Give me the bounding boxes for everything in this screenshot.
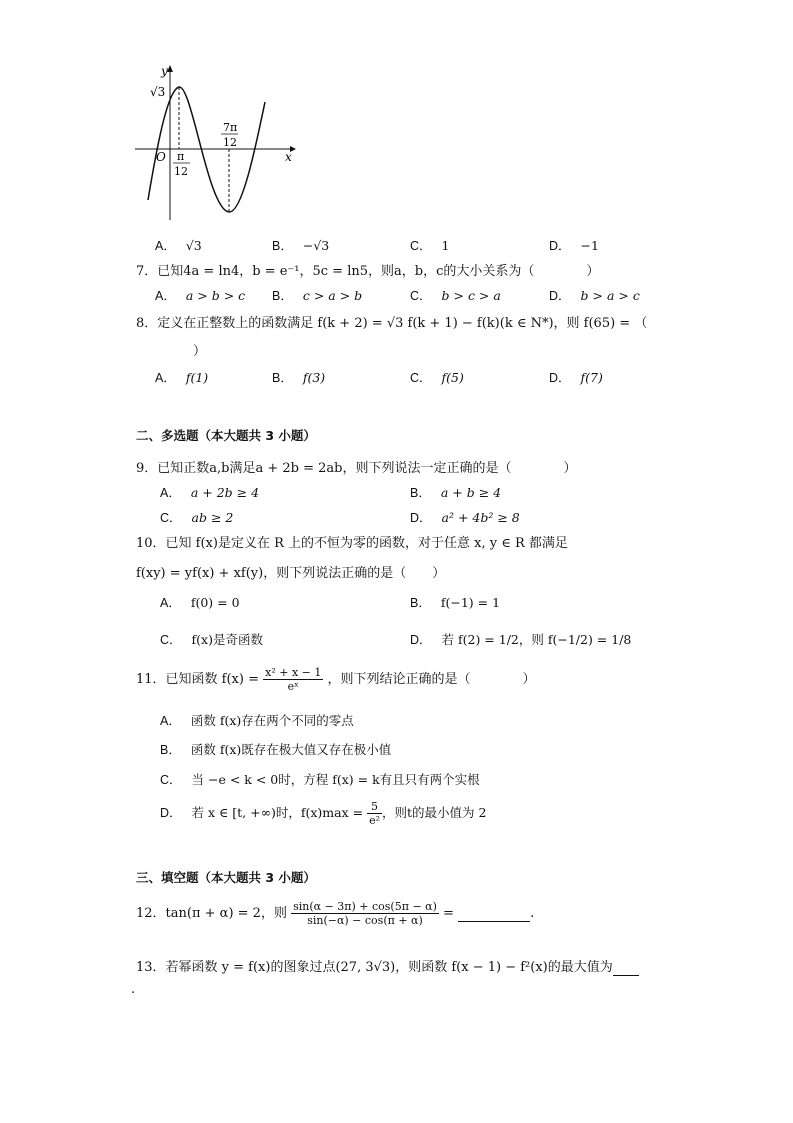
tick1-den: 12 (174, 165, 188, 178)
q6-option-d[interactable]: D． −1 (549, 238, 599, 253)
q10-option-b[interactable]: B． f(−1) = 1 (410, 595, 501, 610)
q7-option-a[interactable]: A． a > b > c (155, 288, 246, 303)
tick2-den: 12 (223, 136, 237, 149)
q11-option-d[interactable]: D． 若 x ∈ [t, +∞)时，f(x)max = $\frac{5}{\text{e²}}$ ，则t的最小值为 2 (160, 800, 487, 827)
q8-option-b[interactable]: B． f(3) (272, 370, 326, 385)
q13-stem-end: . (131, 982, 136, 997)
q6-option-c[interactable]: C． 1 (410, 238, 450, 253)
max-value-label: √3 (150, 85, 166, 99)
tick1-num: π (177, 150, 185, 163)
q8-option-c[interactable]: C． f(5) (410, 370, 464, 385)
q9-option-b[interactable]: B． a + b ≥ 4 (410, 485, 502, 500)
q8-option-d[interactable]: D． f(7) (549, 370, 603, 385)
q6-option-b[interactable]: B． −√3 (272, 238, 330, 253)
q6-option-a[interactable]: A． √3 (155, 238, 202, 253)
q8-option-a[interactable]: A． f(1) (155, 370, 209, 385)
q7-option-d[interactable]: D． b > a > c (549, 288, 640, 303)
q11-option-c[interactable]: C． 当 −e < k < 0时，方程 f(x) = k有且只有两个实根 (160, 772, 480, 787)
q11-option-b[interactable]: B． 函数 f(x)既存在极大值又存在极小值 (160, 742, 392, 757)
tick2-num: 7π (223, 121, 238, 134)
q13-stem: 13．若幂函数 y = f(x)的图象过点(27, 3√3)，则函数 f(x − 1) − f²(x)的最大值为 (136, 956, 639, 976)
y-axis-label: y (161, 64, 168, 78)
q10-option-c[interactable]: C． f(x)是奇函数 (160, 632, 263, 647)
section-heading-multiple-choice: 二、多选题（本大题共 3 小题） (136, 428, 316, 443)
q11-fraction: $\frac{\text{x² + x − 1}}{\text{eˣ}}$ (265, 666, 322, 693)
sine-graph (130, 60, 300, 230)
q10-option-a[interactable]: A． f(0) = 0 (160, 595, 240, 610)
q9-option-d[interactable]: D． a² + 4b² ≥ 8 (410, 510, 520, 525)
q7-stem: 7．已知4a = ln4，b = e⁻¹，5c = ln5，则a，b，c的大小关系为（ ） (136, 264, 600, 279)
q11-stem: 11．已知函数 f(x) = $\frac{\text{x² + x − 1}}{\text{eˣ}}$ ，则下列结论正确的是（ ） (136, 666, 536, 693)
x-axis-label: x (285, 150, 292, 164)
q7-option-c[interactable]: C． b > c > a (410, 288, 501, 303)
section-heading-fill-in: 三、填空题（本大题共 3 小题） (136, 870, 316, 885)
q9-stem: 9．已知正数a,b满足a + 2b = 2ab，则下列说法一定正确的是（ ） (136, 461, 577, 476)
origin-label: O (156, 150, 166, 164)
q13-answer-blank[interactable] (613, 960, 639, 976)
q9-option-a[interactable]: A． a + 2b ≥ 4 (160, 485, 260, 500)
q11-option-d-fraction: $\frac{5}{\text{e²}}$ (369, 800, 381, 827)
y-axis-arrow (167, 65, 173, 72)
q12-stem: 12．tan(π + α) = 2，则 $\frac{\sin(\alpha - 3\pi) + \cos(5\pi - \alpha)}{\sin(-\alpha) - \cos(\pi + \alpha)}$ = . (136, 900, 535, 927)
q7-option-b[interactable]: B． c > a > b (272, 288, 363, 303)
q12-answer-blank[interactable] (458, 906, 530, 922)
q10-option-d[interactable]: D． 若 f(2) = 1/2，则 f(−1/2) = 1/8 (410, 632, 632, 647)
q8-stem: 8．定义在正整数上的函数满足 f(k + 2) = √3 f(k + 1) − f(k)(k ∈ N*)，则 f(65) = （ (136, 316, 648, 331)
q10-stem-line1: 10．已知 f(x)是定义在 R 上的不恒为零的函数，对于任意 x, y ∈ R 都满足 (136, 536, 568, 551)
q11-option-a[interactable]: A． 函数 f(x)存在两个不同的零点 (160, 713, 354, 728)
q9-option-c[interactable]: C． ab ≥ 2 (160, 510, 234, 525)
q8-stem-cont: ） (193, 344, 207, 359)
q12-fraction: $\frac{\sin(\alpha - 3\pi) + \cos(5\pi - \alpha)}{\sin(-\alpha) - \cos(\pi + \alpha)}$ (293, 900, 437, 927)
q10-stem-line2: f(xy) = yf(x) + xf(y)，则下列说法正确的是（ ） (136, 566, 446, 581)
